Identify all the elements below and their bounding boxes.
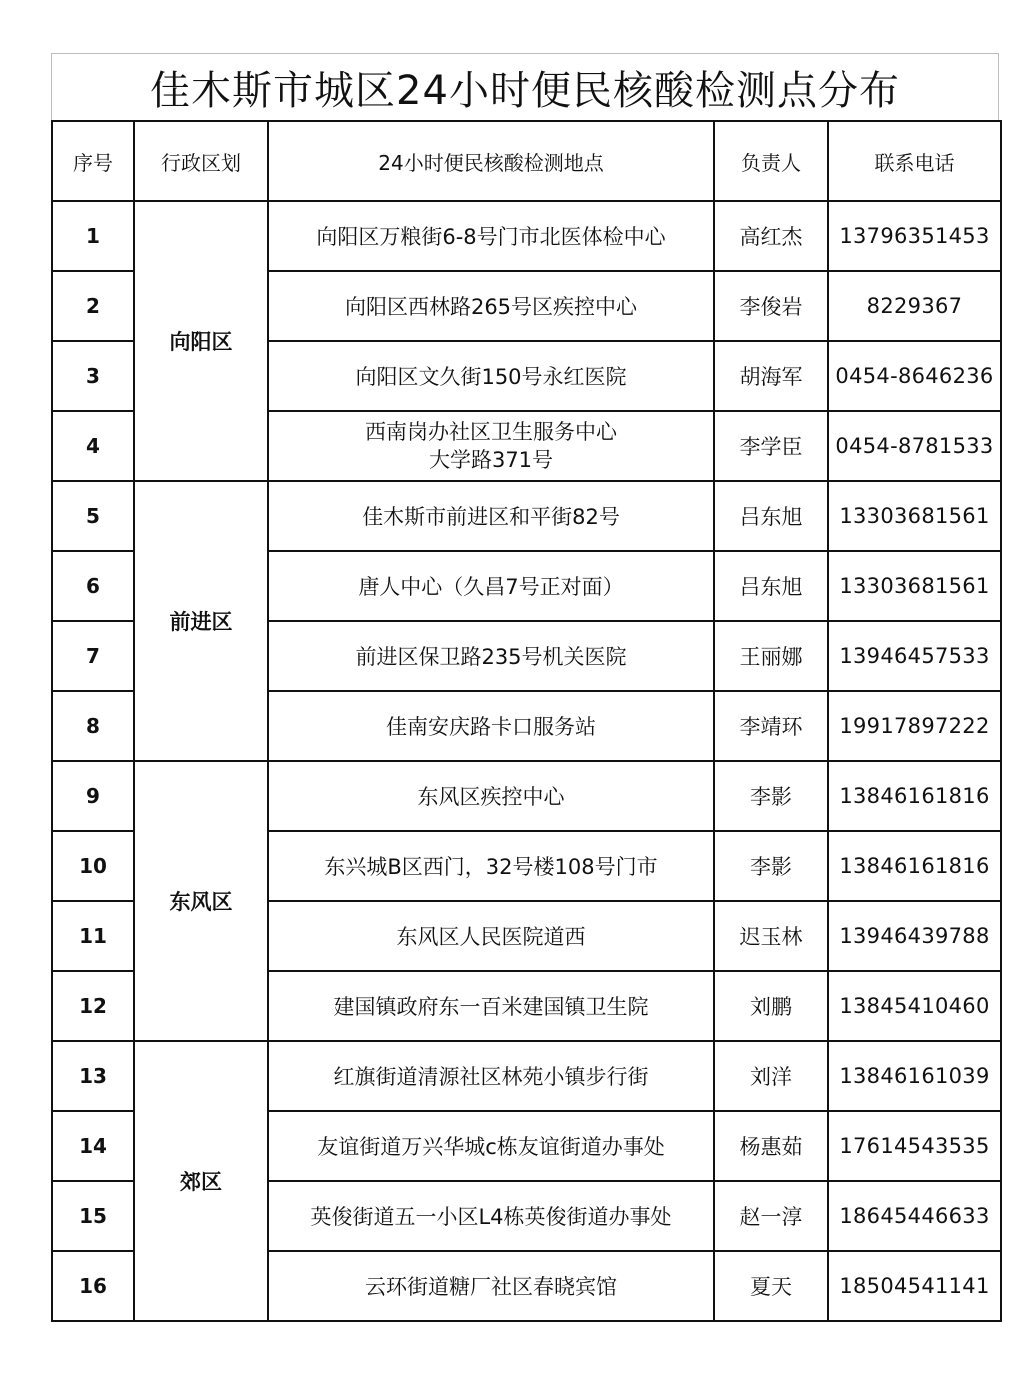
row-phone: 18645446633 (828, 1181, 1001, 1251)
table-row (52, 1041, 1001, 1111)
row-person: 李学臣 (714, 411, 828, 481)
row-phone: 17614543535 (828, 1111, 1001, 1181)
row-seq: 13 (52, 1041, 134, 1111)
row-seq: 15 (52, 1181, 134, 1251)
row-seq: 6 (52, 551, 134, 621)
table-row (52, 761, 1001, 831)
row-phone: 0454-8781533 (828, 411, 1001, 481)
row-person: 刘洋 (714, 1041, 828, 1111)
testing-sites-table (51, 120, 1002, 1322)
row-person: 吕东旭 (714, 551, 828, 621)
row-phone: 13846161816 (828, 831, 1001, 901)
row-person: 高红杰 (714, 201, 828, 271)
row-location: 友谊街道万兴华城c栋友谊街道办事处 (268, 1111, 714, 1181)
row-person: 王丽娜 (714, 621, 828, 691)
row-phone: 0454-8646236 (828, 341, 1001, 411)
header-seq: 序号 (52, 121, 134, 201)
table-row (52, 201, 1001, 271)
row-seq: 1 (52, 201, 134, 271)
header-location: 24小时便民核酸检测地点 (268, 121, 714, 201)
row-location-line2: 大学路371号 (428, 448, 554, 472)
row-location: 向阳区西林路265号区疾控中心 (268, 271, 714, 341)
row-seq: 2 (52, 271, 134, 341)
row-phone: 13303681561 (828, 551, 1001, 621)
row-location: 建国镇政府东一百米建国镇卫生院 (268, 971, 714, 1041)
row-phone: 13946439788 (828, 901, 1001, 971)
row-seq: 10 (52, 831, 134, 901)
row-location: 英俊街道五一小区L4栋英俊街道办事处 (268, 1181, 714, 1251)
row-seq: 7 (52, 621, 134, 691)
header-district: 行政区划 (134, 121, 268, 201)
row-person: 杨惠茹 (714, 1111, 828, 1181)
row-location: 向阳区文久街150号永红医院 (268, 341, 714, 411)
row-seq: 16 (52, 1251, 134, 1321)
row-phone: 8229367 (828, 271, 1001, 341)
row-seq: 5 (52, 481, 134, 551)
row-person: 李俊岩 (714, 271, 828, 341)
row-phone: 13846161816 (828, 761, 1001, 831)
district-cell: 向阳区 (134, 201, 268, 481)
row-location: 佳木斯市前进区和平街82号 (268, 481, 714, 551)
row-person: 迟玉林 (714, 901, 828, 971)
row-seq: 4 (52, 411, 134, 481)
row-person: 赵一淳 (714, 1181, 828, 1251)
page-title: 佳木斯市城区24小时便民核酸检测点分布 (51, 53, 999, 120)
row-phone: 13303681561 (828, 481, 1001, 551)
row-phone: 18504541141 (828, 1251, 1001, 1321)
row-phone: 13846161039 (828, 1041, 1001, 1111)
row-location-line1: 西南岗办社区卫生服务中心 (365, 419, 617, 444)
row-phone: 19917897222 (828, 691, 1001, 761)
table-header-row (52, 121, 1001, 201)
header-person: 负责人 (714, 121, 828, 201)
row-person: 李影 (714, 761, 828, 831)
row-person: 胡海军 (714, 341, 828, 411)
row-phone: 13796351453 (828, 201, 1001, 271)
row-seq: 12 (52, 971, 134, 1041)
row-person: 李影 (714, 831, 828, 901)
row-location: 唐人中心（久昌7号正对面） (268, 551, 714, 621)
document-sheet (51, 53, 999, 1322)
row-person: 李靖环 (714, 691, 828, 761)
table-row (52, 481, 1001, 551)
row-location: 东风区疾控中心 (268, 761, 714, 831)
district-cell: 前进区 (134, 481, 268, 761)
row-location: 向阳区万粮街6-8号门市北医体检中心 (268, 201, 714, 271)
row-seq: 8 (52, 691, 134, 761)
row-phone: 13845410460 (828, 971, 1001, 1041)
row-person: 夏天 (714, 1251, 828, 1321)
row-seq: 3 (52, 341, 134, 411)
row-location (268, 411, 714, 481)
row-person: 吕东旭 (714, 481, 828, 551)
row-location: 东兴城B区西门，32号楼108号门市 (268, 831, 714, 901)
row-seq: 14 (52, 1111, 134, 1181)
row-seq: 11 (52, 901, 134, 971)
row-location: 红旗街道清源社区林苑小镇步行街 (268, 1041, 714, 1111)
district-cell: 郊区 (134, 1041, 268, 1321)
row-location: 佳南安庆路卡口服务站 (268, 691, 714, 761)
row-person: 刘鹏 (714, 971, 828, 1041)
row-location: 云环街道糖厂社区春晓宾馆 (268, 1251, 714, 1321)
row-location: 东风区人民医院道西 (268, 901, 714, 971)
row-phone: 13946457533 (828, 621, 1001, 691)
district-cell: 东风区 (134, 761, 268, 1041)
header-phone: 联系电话 (828, 121, 1001, 201)
row-location: 前进区保卫路235号机关医院 (268, 621, 714, 691)
row-seq: 9 (52, 761, 134, 831)
